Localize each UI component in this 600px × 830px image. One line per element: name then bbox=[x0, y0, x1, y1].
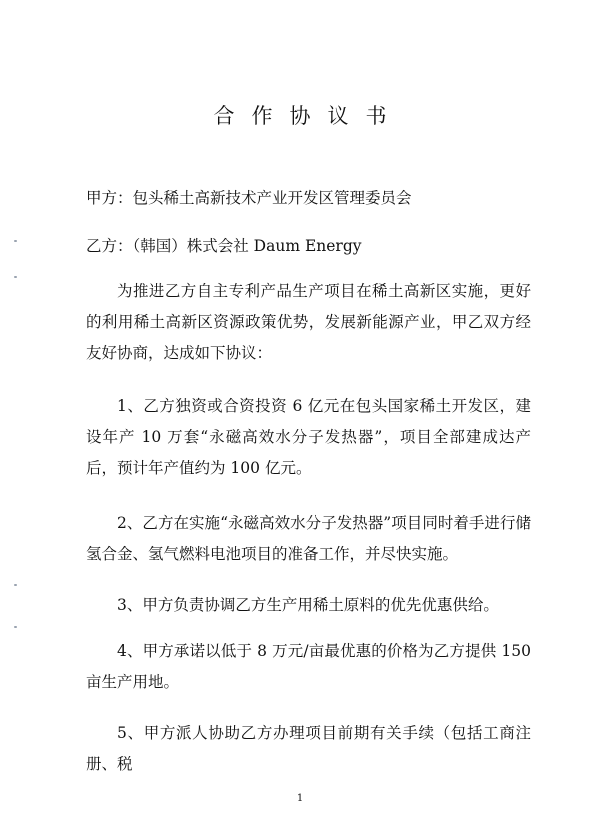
margin-mark bbox=[14, 240, 17, 242]
margin-mark bbox=[14, 276, 17, 278]
party-a-line: 甲方：包头稀土高新技术产业开发区管理委员会 bbox=[86, 189, 412, 207]
document-title: 合作协议书 bbox=[213, 104, 404, 128]
party-b-line: 乙方：（韩国）株式会社 Daum Energy bbox=[86, 237, 362, 255]
clause-2: 2、乙方在实施“永磁高效水分子发热器”项目同时着手进行储氢合金、氢气燃料电池项目的准备工作，并尽快实施。 bbox=[86, 514, 531, 563]
intro-paragraph: 为推进乙方自主专利产品生产项目在稀土高新区实施，更好的利用稀土高新区资源政策优势，发展新能源产业，甲乙双方经友好协商，达成如下协议： bbox=[86, 282, 531, 362]
page-number: 1 bbox=[296, 793, 304, 804]
clause-1: 1、乙方独资或合资投资 6 亿元在包头国家稀土开发区，建设年产 10 万套“永磁高效水分子发热器”，项目全部建成达产后，预计年产值约为 100 亿元。 bbox=[86, 397, 531, 477]
clause-4: 4、甲方承诺以低于 8 万元/亩最优惠的价格为乙方提供 150 亩生产用地。 bbox=[86, 642, 531, 691]
margin-mark bbox=[14, 584, 17, 586]
clause-5: 5、甲方派人协助乙方办理项目前期有关手续（包括工商注册、税 bbox=[86, 724, 531, 773]
margin-mark bbox=[14, 626, 17, 628]
clause-3: 3、甲方负责协调乙方生产用稀土原料的优先优惠供给。 bbox=[117, 596, 499, 614]
